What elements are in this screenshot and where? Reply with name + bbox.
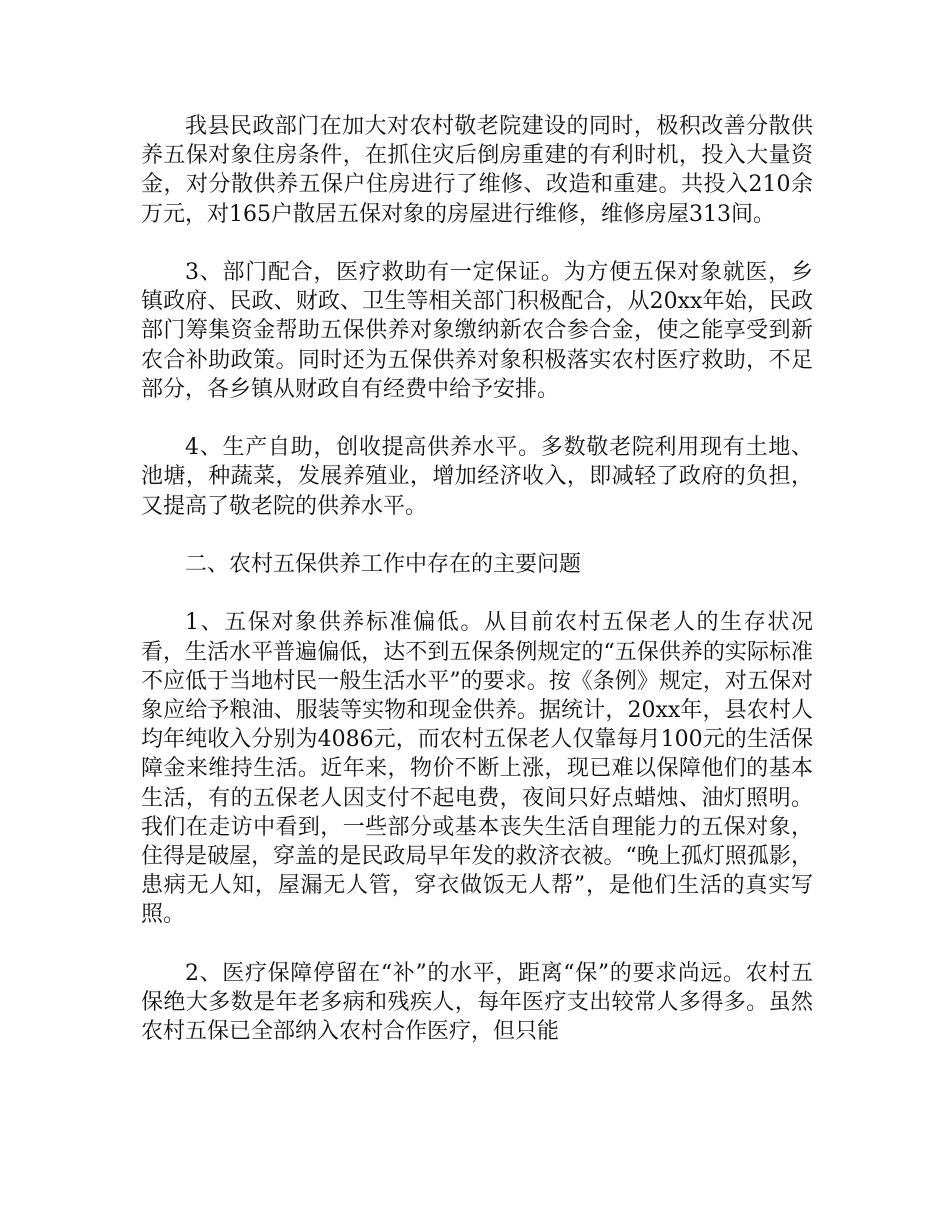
paragraph-housing: 我县民政部门在加大对农村敬老院建设的同时，极积改善分散供养五保对象住房条件，在抓住灾后倒房重建的有利时机，投入大量资金，对分散供养五保户住房进行了维修、改造和重建。共投入210余万元，对165户散居五保对象的房屋进行维修，维修房屋313间。 <box>141 114 813 227</box>
paragraph-low-standard: 1、五保对象供养标准偏低。从目前农村五保老人的生存状况看，生活水平普遍偏低，达不到五保条例规定的“五保供养的实际标准不应低于当地村民一般生活水平”的要求。按《条例》规定，对五保对象应给予粮油、服装等实物和现金供养。据统计，20xx年，县农村人均年纯收入分别为4086元，而农村五保老人仅靠每月100元的生活保障金来维持生活。近年来，物价不断上涨，现已难以保障他们的基本生活，有的五保老人因支付不起电费，夜间只好点蜡烛、油灯照明。我们在走访中看到，一些部分或基本丧失生活自理能力的五保对象，住得是破屋，穿盖的是民政局早年发的救济衣被。“晚上孤灯照孤影，患病无人知，屋漏无人管，穿衣做饭无人帮”，是他们生活的真实写照。 <box>141 610 813 928</box>
paragraph-medical-cooperation: 3、部门配合，医疗救助有一定保证。为方便五保对象就医，乡镇政府、民政、财政、卫生等相关部门积极配合，从20xx年始，民政部门筹集资金帮助五保供养对象缴纳新农合参合金，使之能享受到新农合补助政策。同时还为五保供养对象积极落实农村医疗救助，不足部分，各乡镇从财政自有经费中给予安排。 <box>141 260 813 402</box>
section-heading-problems: 二、农村五保供养工作中存在的主要问题 <box>185 552 582 577</box>
paragraph-medical-insurance: 2、医疗保障停留在“补”的水平，距离“保”的要求尚远。农村五保绝大多数是年老多病和残疾人，每年医疗支出较常人多得多。虽然农村五保已全部纳入农村合作医疗，但只能 <box>141 960 813 1045</box>
paragraph-production-self-help: 4、生产自助，创收提高供养水平。多数敬老院利用现有土地、池塘，种蔬菜，发展养殖业，增加经济收入，即减轻了政府的负担，又提高了敬老院的供养水平。 <box>141 435 813 519</box>
document-body <box>141 112 813 1046</box>
